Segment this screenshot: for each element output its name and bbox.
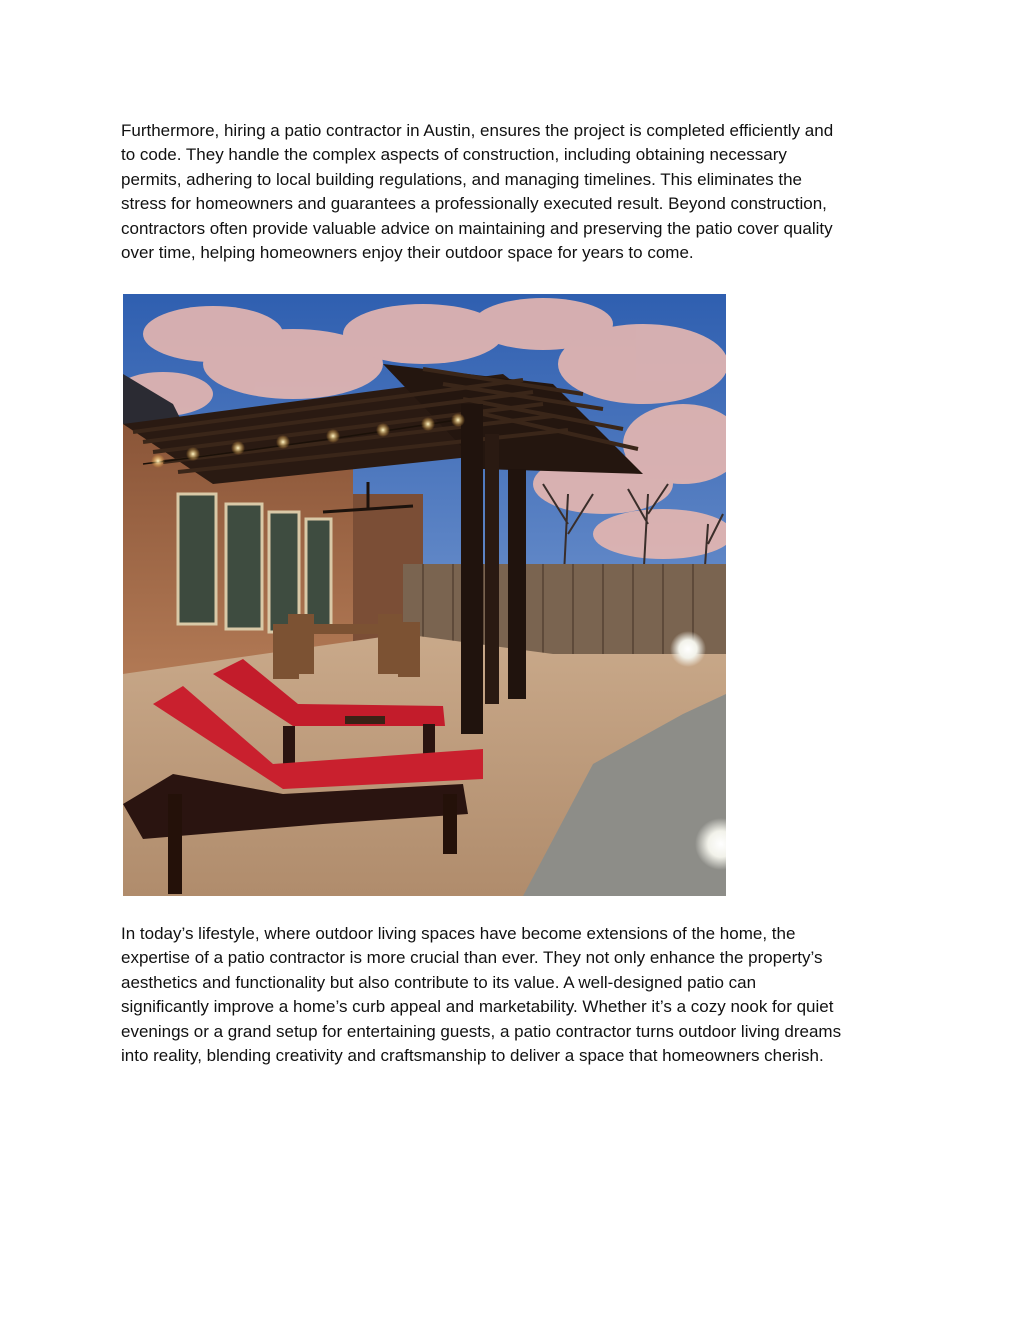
closing-paragraph: In today’s lifestyle, where outdoor living spaces have become extensions of the home, the expertise of a patio contractor is more crucial than ever. They not only enhance the property’s aesthetics and functionality but also contribute to its value. A well-designed patio can significantly improve a home’s curb appeal and marketability. Whether it’s a cozy nook for quiet evenings or a grand setup for entertaining guests, a patio contractor turns outdoor living dreams into reality, blending creativity and craftsmanship to deliver a space that homeowners cherish. [121, 924, 842, 1066]
patio-photo [123, 294, 726, 896]
garden-light [670, 631, 706, 667]
side-table [345, 716, 385, 724]
intro-paragraph: Furthermore, hiring a patio contractor in Austin, ensures the project is completed efficiently and to code. They handle the complex aspects of construction, including obtaining necessary permits, adhering to local building regulations, and managing timelines. This eliminates the stress for homeowners and guarantees a professionally executed result. Beyond construction, contractors often provide valuable advice on maintaining and preserving the patio cover quality over time, helping homeowners enjoy their outdoor space for years to come. [121, 121, 834, 263]
